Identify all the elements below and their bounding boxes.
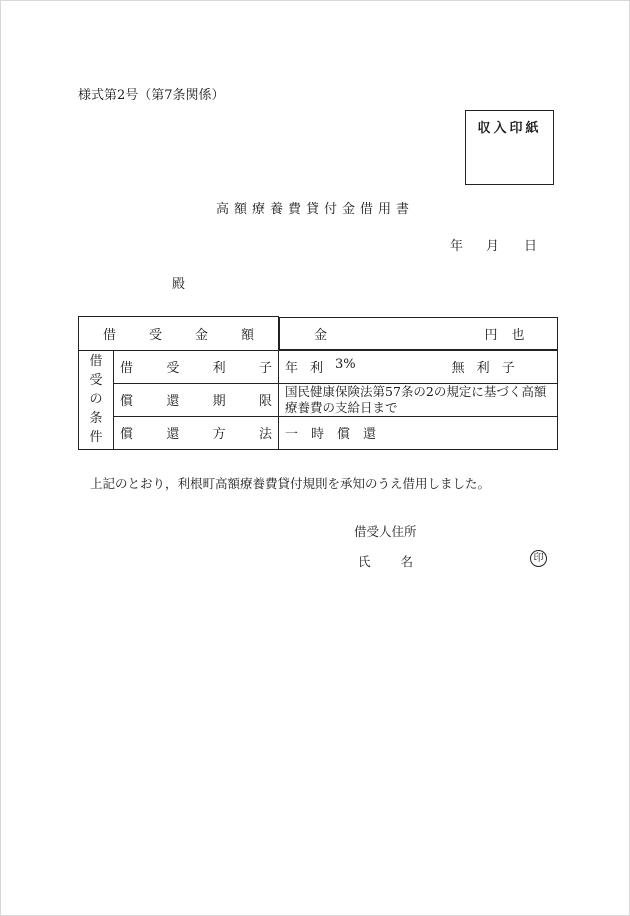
date-month: 月 — [486, 239, 500, 254]
borrower-address-label: 借受人住所 — [354, 524, 417, 539]
date-year: 年 — [450, 239, 464, 254]
seal-icon: 印 — [530, 550, 547, 567]
amount-label-cell — [79, 317, 279, 351]
revenue-stamp-box — [465, 110, 554, 185]
repayment-deadline-value: 国民健康保険法第57条の2の規定に基づく高額療養費の支給日まで — [279, 383, 558, 416]
borrower-name-label: 氏 名 — [358, 554, 414, 569]
repayment-method-label: 償 還 方 法 — [114, 416, 279, 449]
interest-rate: 年 利 3% — [285, 357, 356, 376]
table-row — [79, 416, 558, 449]
conditions-side-label: 借 受 の 条 件 — [79, 350, 114, 449]
table-row — [79, 383, 558, 416]
agreement-statement: 上記のとおり，利根町高額療養費貸付規則を承知のうえ借用しました。 — [90, 476, 491, 491]
interest-label: 借 受 利 子 — [114, 350, 279, 383]
addressee: 殿 — [172, 277, 186, 292]
date-day: 日 — [524, 239, 538, 254]
amount-label: 借 受 金 額 — [103, 327, 254, 343]
amount-suffix: 円 也 — [484, 327, 525, 343]
document-title: 高額療養費貸付金借用書 — [215, 202, 414, 217]
loan-table — [78, 316, 558, 450]
form-id: 様式第2号（第7条関係） — [78, 88, 225, 103]
table-row — [79, 350, 558, 383]
date-line — [450, 235, 537, 254]
no-interest-option: 無 利 子 — [451, 361, 515, 376]
repayment-deadline-label: 償 還 期 限 — [114, 383, 279, 416]
repayment-method-value: 一 時 償 還 — [279, 416, 558, 449]
interest-value — [279, 350, 558, 383]
revenue-stamp-label: 収入印紙 — [477, 121, 542, 136]
amount-value-cell — [279, 317, 558, 350]
table-row — [79, 317, 558, 351]
amount-prefix: 金 — [314, 327, 328, 343]
